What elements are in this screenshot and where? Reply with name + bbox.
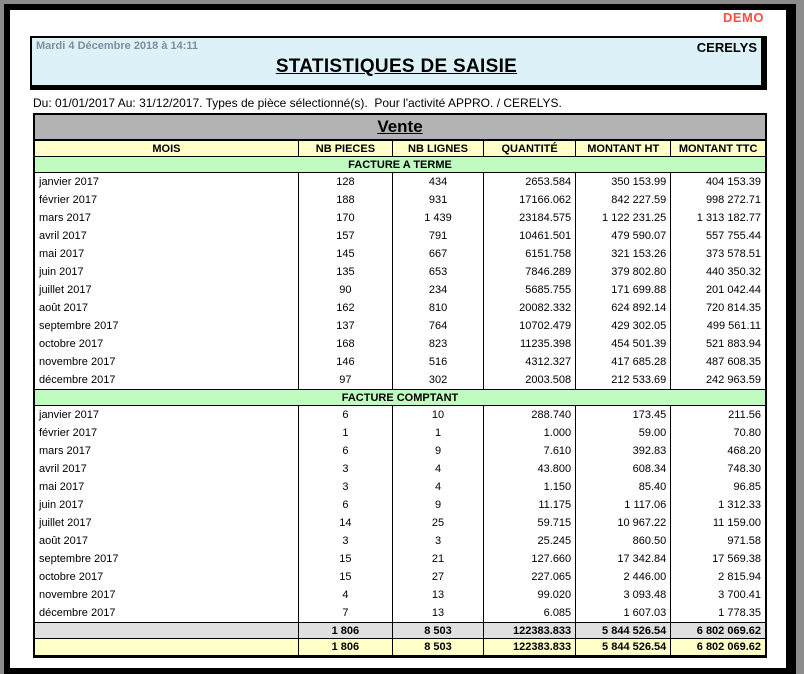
table-cell: 128	[298, 173, 392, 192]
table-row	[34, 604, 766, 623]
table-cell: 5685.755	[484, 281, 576, 299]
table-cell: 667	[392, 245, 483, 263]
table-cell: 1 313 182.77	[671, 209, 766, 227]
table-cell: 479 590.07	[576, 227, 671, 245]
table-cell: 764	[392, 317, 483, 335]
table-cell: 1 607.03	[576, 604, 671, 623]
table-cell: 171 699.88	[576, 281, 671, 299]
table-cell: 3 700.41	[671, 586, 766, 604]
grand-total-row	[34, 639, 766, 657]
subtotal-cell: 1 806	[298, 623, 392, 639]
table-cell: janvier 2017	[34, 173, 298, 192]
table-cell: 7.610	[484, 442, 576, 460]
table-cell: octobre 2017	[34, 335, 298, 353]
table-cell: 85.40	[576, 478, 671, 496]
table-cell: 6151.758	[484, 245, 576, 263]
table-cell: 608.34	[576, 460, 671, 478]
column-header: QUANTITÉ	[484, 140, 576, 157]
table-row	[34, 586, 766, 604]
grand-total-cell: 6 802 069.62	[671, 639, 766, 657]
table-cell: septembre 2017	[34, 317, 298, 335]
table-cell: 429 302.05	[576, 317, 671, 335]
table-cell: 201 042.44	[671, 281, 766, 299]
table-title: Vente	[377, 117, 423, 136]
table-cell: 1 778.35	[671, 604, 766, 623]
table-cell: 211.56	[671, 406, 766, 425]
table-cell: février 2017	[34, 191, 298, 209]
table-cell: avril 2017	[34, 460, 298, 478]
table-cell: 10461.501	[484, 227, 576, 245]
table-row	[34, 478, 766, 496]
table-cell: 13	[392, 586, 483, 604]
section-header-row	[34, 157, 766, 173]
table-cell: 6	[298, 442, 392, 460]
table-cell: 157	[298, 227, 392, 245]
filter-line: Du: 01/01/2017 Au: 31/12/2017. Types de pièce sélectionné(s). Pour l'activité APPRO. / CERELYS.	[33, 96, 562, 110]
table-row	[34, 568, 766, 586]
table-row	[34, 532, 766, 550]
section-header: FACTURE COMPTANT	[34, 390, 766, 406]
table-cell: 17 569.38	[671, 550, 766, 568]
table-cell: 516	[392, 353, 483, 371]
table-cell: 379 802.80	[576, 263, 671, 281]
grand-total-cell	[34, 639, 298, 657]
grand-total-cell: 5 844 526.54	[576, 639, 671, 657]
table-cell: novembre 2017	[34, 353, 298, 371]
table-cell: juin 2017	[34, 263, 298, 281]
table-cell: 842 227.59	[576, 191, 671, 209]
table-cell: mai 2017	[34, 478, 298, 496]
table-cell: 212 533.69	[576, 371, 671, 390]
column-header-row	[34, 140, 766, 157]
table-row	[34, 353, 766, 371]
table-cell: 43.800	[484, 460, 576, 478]
report-header-box	[30, 36, 767, 90]
table-cell: février 2017	[34, 424, 298, 442]
column-header: NB PIECES	[298, 140, 392, 157]
column-header: NB LIGNES	[392, 140, 483, 157]
table-cell: 137	[298, 317, 392, 335]
table-cell: 145	[298, 245, 392, 263]
table-cell: 6	[298, 496, 392, 514]
column-header: MONTANT HT	[576, 140, 671, 157]
table-cell: 4	[392, 460, 483, 478]
table-cell: 11235.398	[484, 335, 576, 353]
table-cell: 25	[392, 514, 483, 532]
table-cell: 3	[392, 532, 483, 550]
grand-total-cell: 1 806	[298, 639, 392, 657]
table-cell: 242 963.59	[671, 371, 766, 390]
table-cell: 823	[392, 335, 483, 353]
table-row	[34, 227, 766, 245]
report-date: Mardi 4 Décembre 2018 à 14:11	[36, 40, 199, 52]
table-cell: 99.020	[484, 586, 576, 604]
table-cell: juillet 2017	[34, 281, 298, 299]
table-cell: 135	[298, 263, 392, 281]
table-cell: 188	[298, 191, 392, 209]
table-cell: 624 892.14	[576, 299, 671, 317]
table-cell: 404 153.39	[671, 173, 766, 192]
table-cell: 11 159.00	[671, 514, 766, 532]
table-row	[34, 191, 766, 209]
table-row	[34, 514, 766, 532]
subtotal-cell: 8 503	[392, 623, 483, 639]
table-cell: 168	[298, 335, 392, 353]
subtotal-cell: 122383.833	[484, 623, 576, 639]
table-cell: 227.065	[484, 568, 576, 586]
table-cell: 27	[392, 568, 483, 586]
subtotal-row	[34, 623, 766, 639]
table-cell: août 2017	[34, 299, 298, 317]
table-row	[34, 299, 766, 317]
table-cell: 7	[298, 604, 392, 623]
table-cell: 15	[298, 550, 392, 568]
table-row	[34, 442, 766, 460]
table-cell: 810	[392, 299, 483, 317]
table-cell: 173.45	[576, 406, 671, 425]
table-cell: 23184.575	[484, 209, 576, 227]
table-cell: 720 814.35	[671, 299, 766, 317]
table-title-row	[34, 114, 766, 140]
table-cell: 3	[298, 478, 392, 496]
table-title-cell	[34, 114, 766, 140]
table-cell: 454 501.39	[576, 335, 671, 353]
table-cell: 2 815.94	[671, 568, 766, 586]
table-cell: janvier 2017	[34, 406, 298, 425]
demo-watermark: DEMO	[723, 10, 764, 25]
table-cell: 90	[298, 281, 392, 299]
table-cell: 417 685.28	[576, 353, 671, 371]
table-cell: 791	[392, 227, 483, 245]
table-cell: 10 967.22	[576, 514, 671, 532]
table-cell: août 2017	[34, 532, 298, 550]
table-cell: 653	[392, 263, 483, 281]
table-cell: 97	[298, 371, 392, 390]
table-cell: mars 2017	[34, 209, 298, 227]
table-cell: juillet 2017	[34, 514, 298, 532]
table-row	[34, 245, 766, 263]
column-header: MONTANT TTC	[671, 140, 766, 157]
table-cell: 25.245	[484, 532, 576, 550]
table-cell: 971.58	[671, 532, 766, 550]
table-cell: 931	[392, 191, 483, 209]
table-cell: mars 2017	[34, 442, 298, 460]
table-cell: 1 439	[392, 209, 483, 227]
table-cell: 1.000	[484, 424, 576, 442]
table-cell: 2 446.00	[576, 568, 671, 586]
column-header: MOIS	[34, 140, 298, 157]
section-header-row	[34, 390, 766, 406]
table-cell: 440 350.32	[671, 263, 766, 281]
table-cell: 1	[298, 424, 392, 442]
table-cell: avril 2017	[34, 227, 298, 245]
grand-total-cell: 8 503	[392, 639, 483, 657]
table-cell: 468.20	[671, 442, 766, 460]
table-cell: 998 272.71	[671, 191, 766, 209]
table-cell: 59.00	[576, 424, 671, 442]
table-cell: 1	[392, 424, 483, 442]
table-cell: juin 2017	[34, 496, 298, 514]
table-cell: 1.150	[484, 478, 576, 496]
table-cell: 4	[298, 586, 392, 604]
table-row	[34, 335, 766, 353]
table-cell: 70.80	[671, 424, 766, 442]
table-cell: 3	[298, 460, 392, 478]
table-cell: 10702.479	[484, 317, 576, 335]
subtotal-cell: 6 802 069.62	[671, 623, 766, 639]
table-cell: 13	[392, 604, 483, 623]
table-row	[34, 281, 766, 299]
table-cell: 21	[392, 550, 483, 568]
table-cell: 234	[392, 281, 483, 299]
table-cell: 302	[392, 371, 483, 390]
table-cell: 2003.508	[484, 371, 576, 390]
table-row	[34, 550, 766, 568]
table-cell: 350 153.99	[576, 173, 671, 192]
table-row	[34, 460, 766, 478]
table-row	[34, 406, 766, 425]
table-cell: 392.83	[576, 442, 671, 460]
table-cell: 3	[298, 532, 392, 550]
table-cell: 2653.584	[484, 173, 576, 192]
table-cell: 127.660	[484, 550, 576, 568]
table-cell: mai 2017	[34, 245, 298, 263]
stats-table	[33, 113, 767, 658]
table-cell: 4	[392, 478, 483, 496]
table-cell: 6	[298, 406, 392, 425]
table-cell: 14	[298, 514, 392, 532]
table-row	[34, 263, 766, 281]
table-cell: 6.085	[484, 604, 576, 623]
table-cell: 9	[392, 496, 483, 514]
report-title: STATISTIQUES DE SAISIE	[275, 56, 518, 77]
table-cell: 860.50	[576, 532, 671, 550]
table-cell: 521 883.94	[671, 335, 766, 353]
table-row	[34, 496, 766, 514]
table-cell: septembre 2017	[34, 550, 298, 568]
table-cell: 146	[298, 353, 392, 371]
report-page	[4, 4, 796, 674]
table-cell: 96.85	[671, 478, 766, 496]
table-cell: 1 312.33	[671, 496, 766, 514]
table-cell: 1 117.06	[576, 496, 671, 514]
subtotal-cell: 5 844 526.54	[576, 623, 671, 639]
table-cell: 162	[298, 299, 392, 317]
section-header: FACTURE A TERME	[34, 157, 766, 173]
table-cell: 748.30	[671, 460, 766, 478]
table-cell: 9	[392, 442, 483, 460]
table-row	[34, 317, 766, 335]
table-cell: 487 608.35	[671, 353, 766, 371]
table-cell: 15	[298, 568, 392, 586]
table-cell: 17166.062	[484, 191, 576, 209]
table-cell: 373 578.51	[671, 245, 766, 263]
table-cell: 11.175	[484, 496, 576, 514]
subtotal-cell	[34, 623, 298, 639]
table-cell: 7846.289	[484, 263, 576, 281]
table-cell: novembre 2017	[34, 586, 298, 604]
table-cell: 17 342.84	[576, 550, 671, 568]
table-cell: 20082.332	[484, 299, 576, 317]
table-row	[34, 424, 766, 442]
table-row	[34, 209, 766, 227]
table-row	[34, 371, 766, 390]
table-cell: 10	[392, 406, 483, 425]
company-name: CERELYS	[696, 40, 757, 55]
table-cell: 170	[298, 209, 392, 227]
table-cell: 288.740	[484, 406, 576, 425]
table-cell: 557 755.44	[671, 227, 766, 245]
table-cell: 499 561.11	[671, 317, 766, 335]
table-cell: 1 122 231.25	[576, 209, 671, 227]
stats-table-body	[34, 114, 766, 657]
grand-total-cell: 122383.833	[484, 639, 576, 657]
table-cell: 4312.327	[484, 353, 576, 371]
table-cell: octobre 2017	[34, 568, 298, 586]
table-cell: décembre 2017	[34, 604, 298, 623]
table-cell: 321 153.26	[576, 245, 671, 263]
table-cell: 434	[392, 173, 483, 192]
table-cell: 59.715	[484, 514, 576, 532]
table-cell: décembre 2017	[34, 371, 298, 390]
table-row	[34, 173, 766, 192]
table-cell: 3 093.48	[576, 586, 671, 604]
